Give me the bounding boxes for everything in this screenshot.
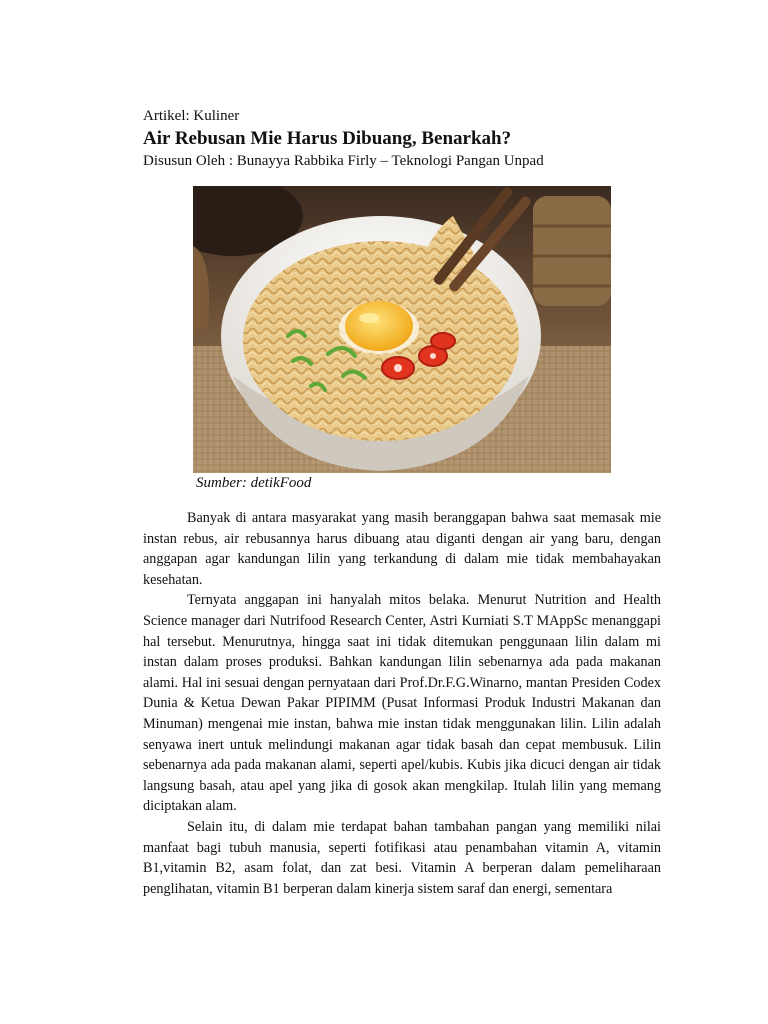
- body-paragraph: Banyak di antara masyarakat yang masih beranggapan bahwa saat memasak mie instan rebus, air rebusannya harus dibuang atau diganti dengan air yang baru, dengan anggapan agar kandungan lilin yang terkandung di dalam mie tidak membahayakan kesehatan.: [143, 510, 661, 588]
- figure-caption: Sumber: detikFood: [196, 475, 312, 491]
- article-byline: Disusun Oleh : Bunayya Rabbika Firly – Teknologi Pangan Unpad: [143, 153, 544, 169]
- article-title: Air Rebusan Mie Harus Dibuang, Benarkah?: [143, 128, 512, 149]
- noodle-bowl-photo: [193, 186, 611, 473]
- article-category: Artikel: Kuliner: [143, 108, 240, 124]
- body-paragraph: Ternyata anggapan ini hanyalah mitos belaka. Menurut Nutrition and Health Science manager dari Nutrifood Research Center, Astri Kurniati S.T MAppSc menanggapi hal tersebut. Menurutnya, hingga saat ini tidak ditemukan penggunaan lilin dalam mi instan dalam proses produksi. Bahkan kandungan lilin sebenarnya ada pada makanan alami. Hal ini sesuai dengan pernyataan dari Prof.Dr.F.G.Winarno, mantan Presiden Codex Dunia & Ketua Dewan Pakar PIPIMM (Pusat Informasi Produk Industri Makanan dan Minuman) mengenai mie instan, bahwa mie instan tidak menggunakan lilin. Lilin adalah senyawa inert untuk melindungi makanan agar tidak basah dan cepat membusuk. Lilin sebenarnya ada pada makanan alami, seperti apel/kubis. Kubis jika dicuci dengan air tidak langsung basah, atau apel yang jika di gosok akan mengkilap. Itulah lilin yang memang diciptakan alam.: [143, 592, 661, 815]
- body-paragraph: Selain itu, di dalam mie terdapat bahan tambahan pangan yang memiliki nilai manfaat bagi tubuh manusia, seperti fotifikasi atau penambahan vitamin A, vitamin B1,vitamin B2, asam folat, dan zat besi. Vitamin A berperan dalam pemeliharaan penglihatan, vitamin B1 berperan dalam kinerja sistem saraf dan energi, sementara: [143, 818, 661, 897]
- article-body: [143, 508, 661, 899]
